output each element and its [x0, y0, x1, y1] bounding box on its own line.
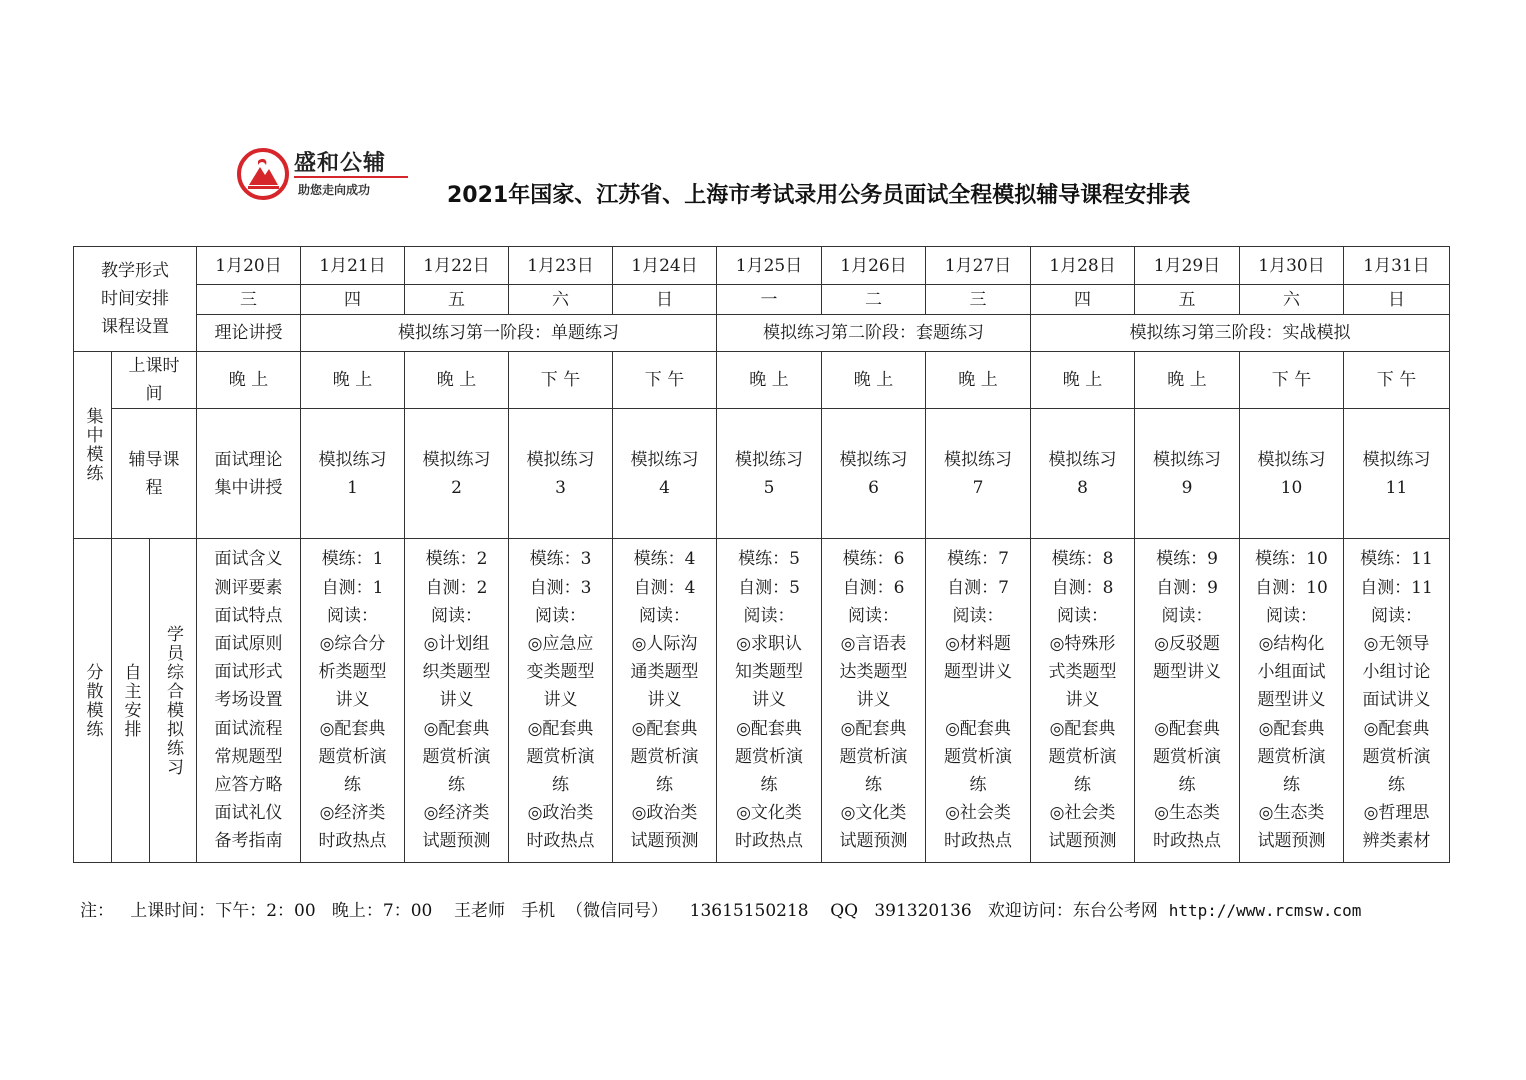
- detail-lines: [405, 541, 508, 859]
- detail-line: 题赏析演: [526, 746, 595, 767]
- detail-line: 模练：10: [1255, 549, 1328, 570]
- detail-line: ◎配套典: [319, 718, 386, 739]
- detail-lines: [822, 541, 925, 859]
- footer-note: [80, 896, 1361, 921]
- detail-line: ◎求职认: [736, 633, 802, 654]
- weekday-cell: 一: [717, 285, 822, 315]
- time-cell: 晚 上: [301, 352, 405, 409]
- course-line: 4: [659, 477, 670, 498]
- group2-sub-sub-label-cell: [150, 539, 197, 863]
- course-line: 模拟练习: [944, 449, 1012, 470]
- detail-line: 讲义: [439, 690, 474, 711]
- date-cell: 1月25日: [717, 247, 822, 285]
- detail-line: 题赏析演: [1362, 746, 1431, 767]
- detail-line: 题赏析演: [839, 746, 908, 767]
- detail-line: ◎生态类: [1154, 803, 1220, 824]
- course-cell: [509, 409, 613, 539]
- detail-line: 阅读：: [431, 605, 482, 626]
- weekday-cell: 日: [613, 285, 717, 315]
- detail-line: 模练：9: [1156, 549, 1218, 570]
- detail-line: 模练：8: [1051, 549, 1114, 570]
- group2-label: 分散模练: [82, 662, 103, 739]
- detail-line: 自测：5: [738, 577, 800, 598]
- detail-line: ◎配套典: [631, 718, 698, 739]
- detail-line: 试题预测: [1048, 831, 1117, 852]
- detail-line: 阅读：: [535, 605, 586, 626]
- detail-line: 题赏析演: [944, 746, 1012, 767]
- detail-line: 模练：1: [321, 549, 384, 570]
- detail-line: 讲义: [647, 690, 682, 711]
- date-cell: 1月31日: [1344, 247, 1450, 285]
- group2-sub-sub-label: 学员综合模拟练习: [163, 624, 183, 777]
- detail-line: 阅读：: [1371, 605, 1422, 626]
- course-label-line: 辅导课: [128, 449, 180, 470]
- date-cell: 1月20日: [197, 247, 301, 285]
- group2-sub-label: 自主安排: [120, 662, 141, 739]
- detail-line: 时政热点: [526, 831, 595, 852]
- detail-cell: [1240, 539, 1344, 863]
- detail-line: 练: [656, 775, 673, 795]
- course-line: 模拟练习: [630, 449, 699, 470]
- detail-line: 自测：7: [947, 577, 1009, 598]
- detail-cell: [1031, 539, 1135, 863]
- weekday-cell: 四: [1031, 285, 1135, 315]
- detail-line: ◎无领导: [1363, 633, 1430, 654]
- course-line: 模拟练习: [735, 449, 803, 470]
- corner-line: 课程设置: [101, 317, 169, 337]
- detail-lines: [926, 541, 1030, 859]
- course-line: 模拟练习: [1048, 449, 1117, 470]
- date-cell: 1月24日: [613, 247, 717, 285]
- detail-line: 测评要素: [214, 577, 283, 598]
- course-cell: [717, 409, 822, 539]
- detail-line: 面试流程: [214, 718, 283, 739]
- detail-line: 试题预测: [630, 831, 699, 852]
- time-label-line: 间: [145, 384, 163, 404]
- detail-line: ◎应急应: [527, 633, 594, 654]
- detail-line: 题型讲义: [1153, 662, 1221, 683]
- detail-line: 自测：9: [1156, 577, 1218, 598]
- date-cell: 1月27日: [926, 247, 1031, 285]
- detail-line: ◎政治类: [527, 803, 594, 824]
- detail-line: 阅读：: [743, 605, 795, 626]
- logo: [236, 144, 416, 204]
- time-cell: 晚 上: [1031, 352, 1135, 409]
- date-cell: 1月28日: [1031, 247, 1135, 285]
- course-cell: [197, 409, 301, 539]
- detail-line: 题型讲义: [1257, 690, 1326, 711]
- weekday-cell: 五: [1135, 285, 1240, 315]
- detail-line: ◎经济类: [319, 803, 386, 824]
- detail-line: 模练：7: [947, 549, 1009, 570]
- weekday-cell: 六: [1240, 285, 1344, 315]
- footer-qq: 391320136: [874, 901, 972, 921]
- time-cell: 晚 上: [822, 352, 926, 409]
- detail-line: 面试讲义: [1362, 690, 1431, 711]
- detail-line: ◎反驳题: [1154, 633, 1220, 654]
- date-cell: 1月29日: [1135, 247, 1240, 285]
- detail-line: 变类题型: [526, 662, 595, 683]
- detail-line: ◎言语表: [840, 633, 907, 654]
- detail-line: 时政热点: [318, 831, 387, 852]
- course-label-line: 程: [145, 477, 163, 498]
- phase-three-cell: 模拟练习第三阶段：实战模拟: [1031, 315, 1450, 352]
- group2-label-cell: [74, 539, 112, 863]
- footer-visit: 欢迎访问：东台公考网: [987, 901, 1158, 921]
- footer-time: 上课时间：下午：2：00: [130, 901, 316, 921]
- footer-note-label: 注：: [80, 901, 114, 921]
- footer-teacher: 王老师: [453, 901, 505, 921]
- logo-emblem-icon: [236, 147, 290, 201]
- detail-lines: [301, 541, 404, 859]
- detail-line: 阅读：: [639, 605, 690, 626]
- detail-line: 自测：4: [633, 577, 696, 598]
- course-cell: [613, 409, 717, 539]
- footer-phone-label: 手机: [521, 901, 556, 921]
- footer-wechat: （微信同号）: [566, 901, 668, 921]
- detail-line: 模练：5: [738, 549, 800, 570]
- date-cell: 1月22日: [405, 247, 509, 285]
- detail-line: ◎结构化: [1258, 633, 1325, 654]
- detail-line: 模练：11: [1360, 549, 1433, 570]
- detail-line: 自测：8: [1051, 577, 1114, 598]
- page-title: 2021年国家、江苏省、上海市考试录用公务员面试全程模拟辅导课程安排表: [447, 183, 1191, 208]
- detail-line: 题赏析演: [422, 746, 491, 767]
- weekday-cell: 日: [1344, 285, 1450, 315]
- detail-cell: [822, 539, 926, 863]
- corner-line: 时间安排: [101, 289, 169, 309]
- detail-line: 阅读：: [848, 605, 899, 626]
- detail-line: [1137, 686, 1237, 714]
- header-phase-row: [74, 315, 1450, 352]
- detail-line: ◎综合分: [319, 633, 386, 654]
- course-cell: [926, 409, 1031, 539]
- detail-line: 考场设置: [214, 690, 283, 711]
- weekday-cell: 五: [405, 285, 509, 315]
- detail-line: ◎文化类: [736, 803, 802, 824]
- corner-line: 教学形式: [101, 261, 169, 281]
- detail-line: ◎生态类: [1258, 803, 1325, 824]
- detail-line: ◎配套典: [1154, 718, 1220, 739]
- course-line: 1: [347, 477, 358, 498]
- course-line: 8: [1077, 477, 1088, 498]
- group1-label: 集中模练: [82, 407, 103, 483]
- detail-line: 析类题型: [318, 662, 387, 683]
- detail-line: 面试特点: [214, 605, 283, 626]
- course-line: 6: [868, 477, 879, 498]
- time-cell: 下 午: [613, 352, 717, 409]
- detail-cell: [926, 539, 1031, 863]
- time-cell: 下 午: [1344, 352, 1450, 409]
- detail-line: 织类题型: [422, 662, 491, 683]
- detail-lines: [1344, 541, 1449, 859]
- detail-line: ◎配套典: [840, 718, 907, 739]
- detail-line: 阅读：: [1161, 605, 1213, 626]
- course-line: 面试理论: [214, 449, 283, 470]
- detail-line: ◎配套典: [945, 718, 1011, 739]
- detail-line: ◎文化类: [840, 803, 907, 824]
- detail-line: 讲义: [543, 690, 578, 711]
- detail-line: 讲义: [335, 690, 370, 711]
- logo-slogan: 助您走向成功: [298, 183, 371, 197]
- time-cell: 晚 上: [926, 352, 1031, 409]
- weekday-cell: 六: [509, 285, 613, 315]
- date-cell: 1月30日: [1240, 247, 1344, 285]
- detail-lines: [1240, 541, 1343, 859]
- course-line: 5: [763, 477, 775, 498]
- weekday-cell: 四: [301, 285, 405, 315]
- group1-label-cell: [74, 352, 112, 539]
- group1-course-row: [74, 409, 1450, 539]
- detail-cell: [197, 539, 301, 863]
- detail-line: 自测：6: [842, 577, 905, 598]
- detail-line: 模练：4: [633, 549, 696, 570]
- detail-lines: [613, 541, 716, 859]
- course-cell: [822, 409, 926, 539]
- time-cell: 晚 上: [717, 352, 822, 409]
- detail-line: 练: [969, 775, 987, 795]
- course-cell: [301, 409, 405, 539]
- detail-line: 题赏析演: [630, 746, 699, 767]
- course-line: 11: [1385, 477, 1408, 498]
- detail-cell: [1344, 539, 1450, 863]
- footer-phone: 13615150218: [689, 901, 809, 921]
- detail-cell: [509, 539, 613, 863]
- detail-line: 练: [1283, 775, 1300, 795]
- time-cell: 下 午: [509, 352, 613, 409]
- detail-line: 阅读：: [1266, 605, 1317, 626]
- detail-line: 阅读：: [327, 605, 378, 626]
- detail-cell: [717, 539, 822, 863]
- detail-line: ◎配套典: [527, 718, 594, 739]
- detail-line: 知类题型: [735, 662, 803, 683]
- detail-line: 题赏析演: [1257, 746, 1326, 767]
- weekday-cell: 三: [197, 285, 301, 315]
- detail-line: 练: [448, 775, 465, 795]
- footer-evening: 晚上：7：00: [331, 901, 433, 921]
- detail-line: 达类题型: [839, 662, 908, 683]
- detail-line: ◎配套典: [736, 718, 802, 739]
- detail-lines: [197, 541, 300, 859]
- detail-line: 自测：3: [529, 577, 592, 598]
- detail-line: ◎社会类: [945, 803, 1011, 824]
- detail-line: 应答方略: [214, 775, 283, 795]
- detail-line: 讲义: [856, 690, 891, 711]
- detail-line: ◎材料题: [945, 633, 1011, 654]
- course-line: 模拟练习: [422, 449, 491, 470]
- detail-line: 阅读：: [1057, 605, 1108, 626]
- detail-line: 练: [1388, 775, 1405, 795]
- detail-line: 面试形式: [214, 662, 283, 683]
- detail-line: 题赏析演: [1153, 746, 1221, 767]
- logo-underline: [294, 176, 408, 178]
- detail-line: ◎人际沟: [631, 633, 698, 654]
- course-line: 9: [1181, 477, 1193, 498]
- time-cell: 下 午: [1240, 352, 1344, 409]
- course-label-cell: [112, 409, 197, 539]
- detail-line: 时政热点: [1153, 831, 1221, 852]
- weekday-cell: 三: [926, 285, 1031, 315]
- date-cell: 1月21日: [301, 247, 405, 285]
- detail-line: 常规题型: [214, 746, 283, 767]
- header-weekday-row: [74, 285, 1450, 315]
- detail-line: ◎配套典: [1363, 718, 1430, 739]
- detail-line: 练: [865, 775, 882, 795]
- detail-line: 面试礼仪: [214, 803, 283, 824]
- header-corner-cell: [74, 247, 197, 352]
- detail-line: ◎特殊形: [1049, 633, 1116, 654]
- detail-line: 试题预测: [839, 831, 908, 852]
- detail-line: 试题预测: [422, 831, 491, 852]
- detail-line: 阅读：: [952, 605, 1004, 626]
- group2-row: [74, 539, 1450, 863]
- detail-line: 式类题型: [1048, 662, 1117, 683]
- group1-time-row: [74, 352, 1450, 409]
- course-line: 7: [972, 477, 984, 498]
- header-date-row: [74, 247, 1450, 285]
- time-cell: 晚 上: [405, 352, 509, 409]
- detail-line: 模练：3: [529, 549, 592, 570]
- detail-line: ◎经济类: [423, 803, 490, 824]
- course-cell: [1240, 409, 1344, 539]
- detail-lines: [1031, 541, 1134, 859]
- detail-line: 练: [760, 775, 778, 795]
- detail-cell: [1135, 539, 1240, 863]
- detail-line: ◎政治类: [631, 803, 698, 824]
- course-line: 模拟练习: [526, 449, 595, 470]
- course-line: 模拟练习: [1153, 449, 1221, 470]
- time-cell: 晚 上: [1135, 352, 1240, 409]
- phase-one-cell: 模拟练习第一阶段：单题练习: [301, 315, 717, 352]
- detail-line: 题赏析演: [735, 746, 803, 767]
- detail-cell: [301, 539, 405, 863]
- date-cell: 1月26日: [822, 247, 926, 285]
- group2-sub-label-cell: [112, 539, 150, 863]
- detail-line: ◎哲理思: [1363, 803, 1430, 824]
- weekday-cell: 二: [822, 285, 926, 315]
- course-cell: [1344, 409, 1450, 539]
- detail-line: 练: [1074, 775, 1091, 795]
- detail-line: 自测：11: [1360, 577, 1433, 598]
- detail-line: [928, 686, 1028, 714]
- detail-line: ◎配套典: [1049, 718, 1116, 739]
- detail-line: 面试原则: [214, 633, 283, 654]
- course-cell: [405, 409, 509, 539]
- detail-line: 时政热点: [944, 831, 1012, 852]
- detail-line: 自测：2: [425, 577, 488, 598]
- course-cell: [1135, 409, 1240, 539]
- time-cell: 晚 上: [197, 352, 301, 409]
- course-line: 10: [1280, 477, 1303, 498]
- detail-line: 试题预测: [1257, 831, 1326, 852]
- detail-line: ◎计划组: [423, 633, 490, 654]
- detail-line: 辨类素材: [1362, 831, 1431, 852]
- detail-lines: [717, 541, 821, 859]
- detail-line: 讲义: [1065, 690, 1100, 711]
- date-cell: 1月23日: [509, 247, 613, 285]
- footer-url-link[interactable]: http://www.rcmsw.com: [1168, 901, 1362, 920]
- course-line: 集中讲授: [214, 477, 283, 498]
- course-line: 模拟练习: [1257, 449, 1326, 470]
- detail-line: ◎配套典: [423, 718, 490, 739]
- detail-line: 题赏析演: [318, 746, 387, 767]
- course-line: 模拟练习: [839, 449, 908, 470]
- phase-two-cell: 模拟练习第二阶段：套题练习: [717, 315, 1031, 352]
- course-line: 3: [555, 477, 566, 498]
- detail-lines: [1135, 541, 1239, 859]
- detail-line: 通类题型: [630, 662, 699, 683]
- detail-line: 练: [344, 775, 361, 795]
- detail-line: 题型讲义: [944, 662, 1012, 683]
- detail-line: 自测：1: [321, 577, 384, 598]
- detail-line: 练: [1178, 775, 1196, 795]
- detail-cell: [613, 539, 717, 863]
- detail-line: 模练：2: [425, 549, 488, 570]
- detail-cell: [405, 539, 509, 863]
- detail-line: 小组面试: [1257, 662, 1326, 683]
- footer-qq-label: QQ: [830, 901, 859, 921]
- detail-line: ◎配套典: [1258, 718, 1325, 739]
- time-label-line: 上课时: [128, 356, 180, 376]
- course-line: 2: [451, 477, 462, 498]
- logo-name: 盛和公辅: [294, 151, 387, 176]
- detail-line: 练: [552, 775, 569, 795]
- detail-line: 小组讨论: [1362, 662, 1431, 683]
- course-line: 模拟练习: [1362, 449, 1431, 470]
- detail-line: 模练：6: [842, 549, 905, 570]
- detail-line: 面试含义: [214, 549, 283, 570]
- detail-line: 题赏析演: [1048, 746, 1117, 767]
- detail-line: 备考指南: [214, 831, 283, 852]
- schedule-table: [73, 246, 1450, 863]
- time-label-cell: [112, 352, 197, 409]
- course-line: 模拟练习: [318, 449, 387, 470]
- detail-line: ◎社会类: [1049, 803, 1116, 824]
- detail-line: 自测：10: [1255, 577, 1328, 598]
- detail-line: 讲义: [752, 690, 786, 711]
- detail-lines: [509, 541, 612, 859]
- detail-line: 时政热点: [735, 831, 803, 852]
- course-cell: [1031, 409, 1135, 539]
- phase-theory-cell: 理论讲授: [197, 315, 301, 352]
